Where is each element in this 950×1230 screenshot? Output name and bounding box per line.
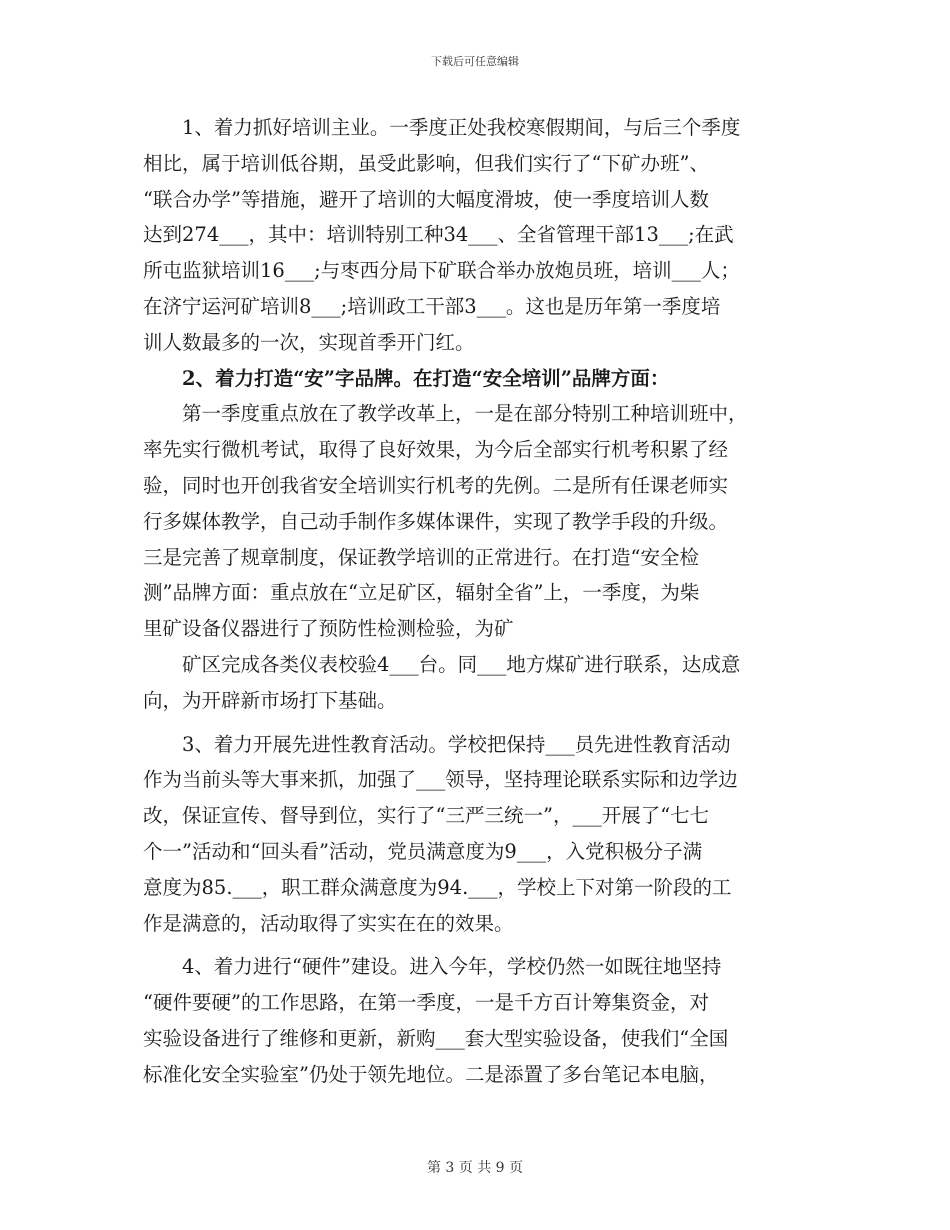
text-line: 4、着力进行“硬件”建设。进入今年，学校仍然一如既往地坚持: [182, 955, 722, 979]
text-line: 行多媒体教学，自己动手制作多媒体课件，实现了教学手段的升级。: [143, 509, 729, 533]
text-line: 率先实行微机考试，取得了良好效果，为今后全部实行机考积累了经: [143, 438, 729, 462]
text-line: 所屯监狱培训16___;与枣西分局下矿联合举办放炮员班，培训___人；: [143, 259, 740, 283]
text-line: 三是完善了规章制度，保证教学培训的正常进行。在打造“安全检: [143, 545, 699, 569]
text-line: 3、着力开展先进性教育活动。学校把保持___员先进性教育活动: [182, 732, 731, 756]
text-line: 测”品牌方面：重点放在“立足矿区，辐射全省”上，一季度，为柴: [143, 581, 700, 605]
text-line: 训人数最多的一次，实现首季开门红。: [143, 330, 475, 354]
page-header-note: 下载后可任意编辑: [431, 55, 519, 68]
paragraph-education-activity: [143, 727, 811, 942]
section-heading: 2、着力打造“安”字品牌。在打造“安全培训”品牌方面：: [182, 366, 670, 390]
text-line: 标准化安全实验室”仍处于领先地位。二是添置了多台笔记本电脑，: [143, 1062, 719, 1086]
paragraph-gap: [143, 941, 811, 949]
text-line: 在济宁运河矿培训8___;培训政工干部3___。这也是历年第一季度培: [143, 294, 721, 318]
text-line: “硬件要硬”的工作思路，在第一季度，一是千方百计筹集资金，对: [143, 991, 709, 1015]
text-line: “联合办学”等措施，避开了培训的大幅度滑坡，使一季度培训人数: [143, 187, 709, 211]
text-line: 实验设备进行了维修和更新，新购___套大型实验设备，使我们“全国: [143, 1026, 729, 1050]
text-line: 1、着力抓好培训主业。一季度正处我校寒假期间，与后三个季度: [182, 116, 741, 139]
text-line: 达到274___，其中：培训特别工种34___、全省管理干部13___;在武: [143, 223, 734, 247]
text-line: 改，保证宣传、督导到位，实行了“三严三统一”，___开展了“七七: [143, 804, 710, 828]
text-line: 相比，属于培训低谷期，虽受此影响，但我们实行了“下矿办班”、: [143, 151, 709, 175]
document-body: [143, 110, 811, 1093]
paragraph-teaching-reform: [143, 396, 811, 647]
text-line: 矿区完成各类仪表校验4___台。同___地方煤矿进行联系，达成意: [182, 652, 741, 676]
text-line: 第一季度重点放在了教学改革上，一是在部分特别工种培训班中，: [182, 402, 748, 426]
paragraph-instrument-calibration: [143, 647, 811, 719]
page-number-footer: 第 3 页 共 9 页: [426, 1160, 524, 1176]
text-line: 意度为85.___，职工群众满意度为94.___，学校上下对第一阶段的工: [143, 875, 732, 899]
text-line: 作为当前头等大事来抓，加强了___领导，坚持理论联系实际和边学边: [143, 768, 738, 792]
text-line: 个一”活动和“回头看”活动，党员满意度为9___，入党积极分子满: [143, 839, 703, 863]
text-line: 里矿设备仪器进行了预防性检测检验，为矿: [143, 617, 514, 641]
paragraph-training-business: [143, 110, 811, 361]
paragraph-gap: [143, 719, 811, 727]
paragraph-brand-heading: [143, 361, 811, 397]
text-line: 向，为开辟新市场打下基础。: [143, 688, 397, 712]
text-line: 验，同时也开创我省安全培训实行机考的先例。二是所有任课老师实: [143, 473, 729, 497]
text-line: 作是满意的，活动取得了实实在在的效果。: [143, 911, 514, 935]
paragraph-hardware-construction: [143, 949, 811, 1092]
